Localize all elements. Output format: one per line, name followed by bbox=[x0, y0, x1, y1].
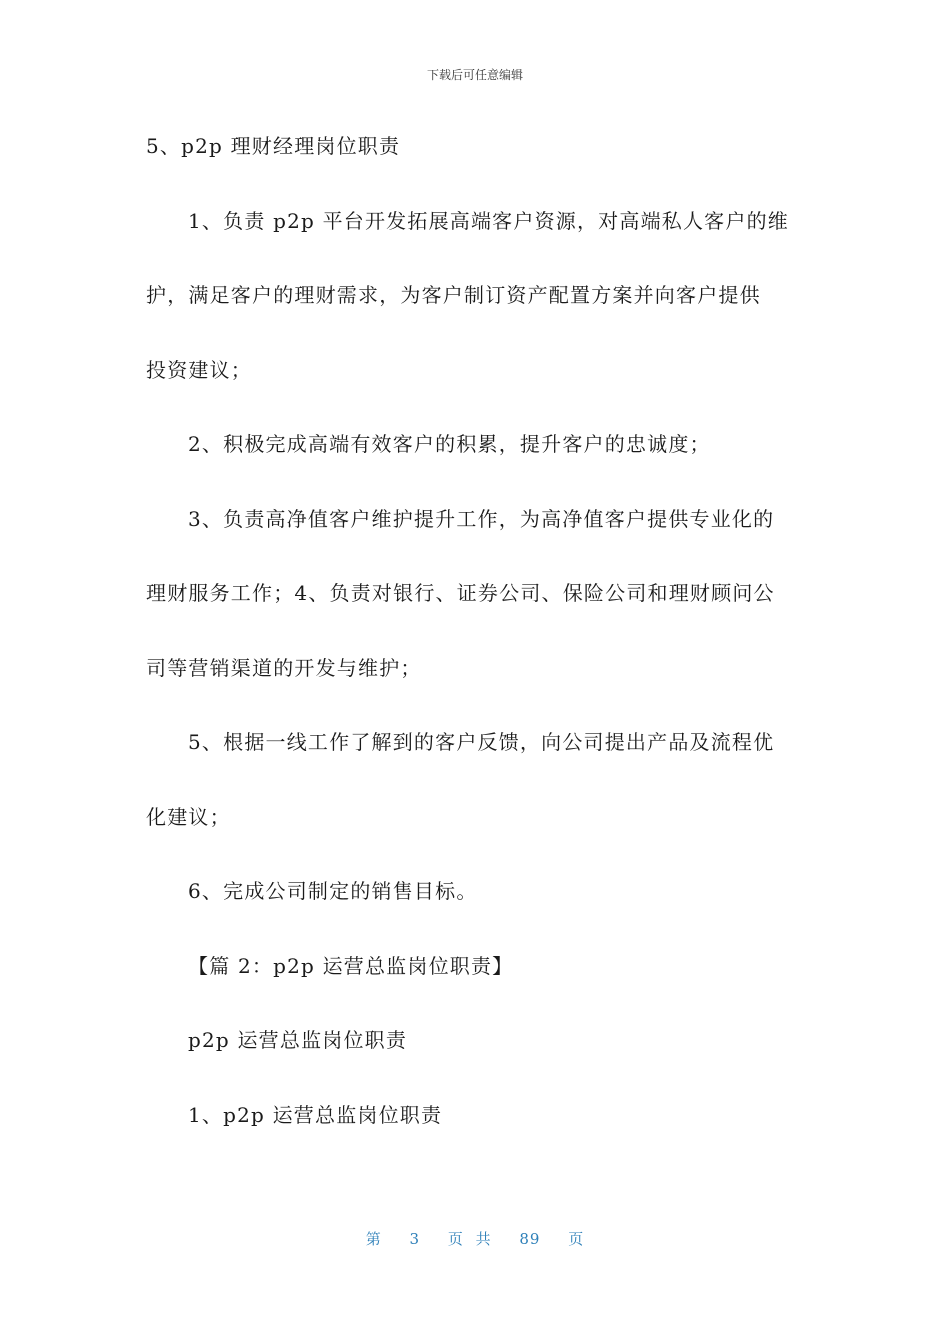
paragraph: 1、负责 p2p 平台开发拓展高端客户资源，对高端私人客户的维 bbox=[188, 208, 789, 233]
footer-middle: 页 共 bbox=[447, 1230, 492, 1248]
footer-total-pages: 89 bbox=[519, 1230, 541, 1248]
footer-page-number: 3 bbox=[409, 1230, 421, 1248]
paragraph: 化建议； bbox=[146, 804, 231, 829]
paragraph: 1、p2p 运营总监岗位职责 bbox=[188, 1102, 443, 1127]
paragraph: 5、p2p 理财经理岗位职责 bbox=[146, 134, 401, 158]
paragraph: 投资建议； bbox=[146, 357, 252, 382]
paragraph: 护，满足客户的理财需求，为客户制订资产配置方案并向客户提供 bbox=[146, 283, 761, 307]
paragraph: 理财服务工作；4、负责对银行、证券公司、保险公司和理财顾问公 bbox=[146, 581, 775, 605]
section-heading: 【篇 2：p2p 运营总监岗位职责】 bbox=[188, 953, 514, 978]
subsection-title: p2p 运营总监岗位职责 bbox=[188, 1028, 408, 1052]
footer-prefix: 第 bbox=[365, 1230, 382, 1248]
page-footer bbox=[0, 1228, 950, 1249]
paragraph: 司等营销渠道的开发与维护； bbox=[146, 655, 422, 680]
footer-suffix: 页 bbox=[568, 1230, 585, 1248]
document-body bbox=[146, 128, 806, 1171]
paragraph: 6、完成公司制定的销售目标。 bbox=[188, 879, 478, 903]
paragraph: 2、积极完成高端有效客户的积累，提升客户的忠诚度； bbox=[188, 432, 711, 456]
paragraph: 5、根据一线工作了解到的客户反馈，向公司提出产品及流程优 bbox=[188, 730, 775, 754]
page-header: 下载后可任意编辑 bbox=[426, 68, 523, 82]
paragraph: 3、负责高净值客户维护提升工作，为高净值客户提供专业化的 bbox=[188, 506, 775, 531]
